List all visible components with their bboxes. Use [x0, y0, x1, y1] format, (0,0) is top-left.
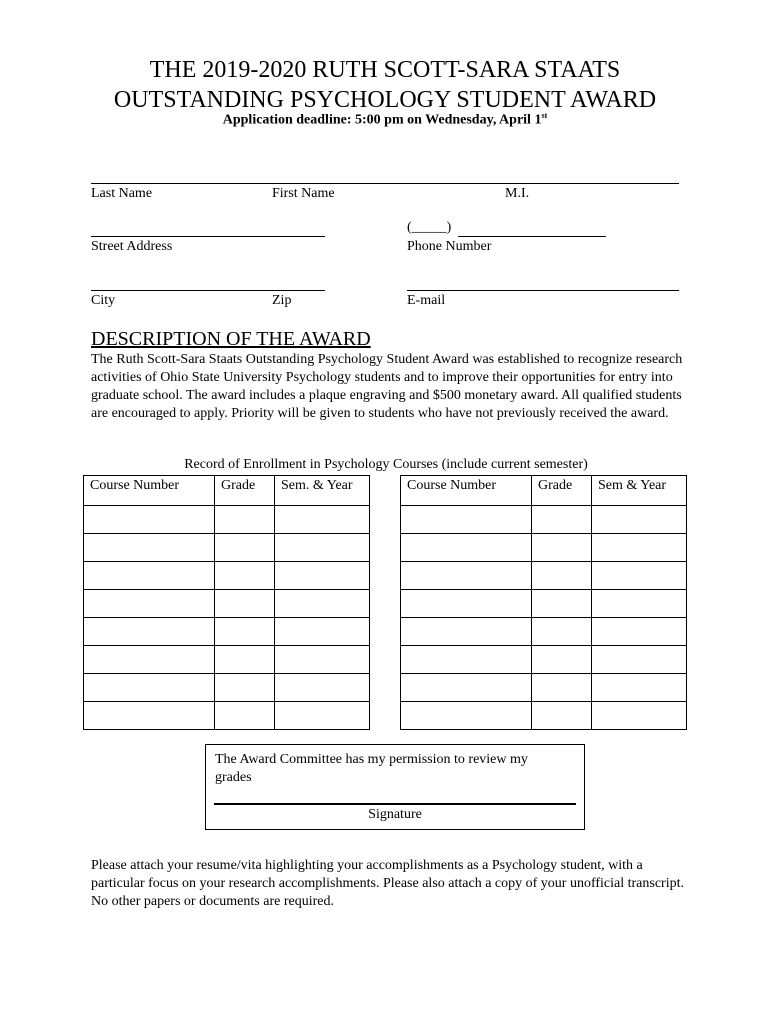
- table-row: [401, 506, 687, 534]
- table-row: [84, 646, 370, 674]
- phone-number-label: Phone Number: [407, 239, 492, 254]
- course-number-cell[interactable]: [401, 674, 532, 702]
- course-number-cell[interactable]: [401, 618, 532, 646]
- semester-year-cell[interactable]: [592, 534, 687, 562]
- grade-cell[interactable]: [532, 562, 592, 590]
- semester-year-cell[interactable]: [592, 562, 687, 590]
- course-number-cell[interactable]: [84, 590, 215, 618]
- semester-year-cell[interactable]: [592, 590, 687, 618]
- city-label: City: [91, 293, 116, 308]
- permission-text: The Award Committee has my permission to review my grades: [215, 752, 528, 785]
- semester-year-cell[interactable]: [275, 506, 370, 534]
- semester-year-cell[interactable]: [592, 702, 687, 730]
- grade-cell[interactable]: [532, 618, 592, 646]
- course-number-cell[interactable]: [401, 506, 532, 534]
- course-number-cell[interactable]: [401, 562, 532, 590]
- attachment-instructions: Please attach your resume/vita highlighting your accomplishments as a Psychology student, with a particular focus on your research accomplishments. Please also attach a copy of your unofficial transcript. No other papers or documents are required.: [91, 858, 684, 909]
- semester-year-header: Sem & Year: [592, 476, 687, 506]
- table-row: [401, 534, 687, 562]
- table-header-row: [401, 476, 687, 506]
- semester-year-cell[interactable]: [275, 702, 370, 730]
- table-row: [84, 674, 370, 702]
- table-row: [84, 562, 370, 590]
- grade-cell[interactable]: [215, 506, 275, 534]
- application-deadline: [0, 111, 770, 129]
- description-heading: DESCRIPTION OF THE AWARD: [91, 328, 371, 350]
- middle-initial-label: M.I.: [505, 186, 530, 201]
- deadline-superscript: st: [541, 111, 548, 120]
- table-row: [84, 702, 370, 730]
- course-number-cell[interactable]: [401, 646, 532, 674]
- enrollment-table-left: [83, 475, 370, 730]
- grade-cell[interactable]: [532, 590, 592, 618]
- semester-year-cell[interactable]: [275, 646, 370, 674]
- city-zip-input-line[interactable]: [91, 290, 325, 291]
- table-row: [401, 674, 687, 702]
- description-text: The Ruth Scott-Sara Staats Outstanding Psychology Student Award was established to recognize research activities of Ohio State University Psychology students and to improve their opportunities for entry into graduate school. The award includes a plaque engraving and $500 monetary award. All qualified students are encouraged to apply. Priority will be given to students who have not previously received the award.: [91, 352, 683, 421]
- street-address-label: Street Address: [91, 239, 173, 254]
- course-number-header: Course Number: [84, 476, 215, 506]
- first-name-label: First Name: [272, 186, 335, 201]
- grade-cell[interactable]: [215, 534, 275, 562]
- permission-box: [205, 744, 585, 830]
- enrollment-caption: Record of Enrollment in Psychology Courses (include current semester): [184, 457, 588, 472]
- course-number-cell[interactable]: [84, 562, 215, 590]
- semester-year-cell[interactable]: [592, 674, 687, 702]
- email-input-line[interactable]: [407, 290, 679, 291]
- semester-year-cell[interactable]: [275, 590, 370, 618]
- course-number-cell[interactable]: [84, 534, 215, 562]
- grade-cell[interactable]: [215, 646, 275, 674]
- grade-cell[interactable]: [532, 674, 592, 702]
- table-row: [401, 646, 687, 674]
- course-number-cell[interactable]: [84, 674, 215, 702]
- street-address-input-line[interactable]: [91, 236, 325, 237]
- semester-year-cell[interactable]: [275, 618, 370, 646]
- grade-header: Grade: [215, 476, 275, 506]
- semester-year-cell[interactable]: [592, 646, 687, 674]
- grade-header: Grade: [532, 476, 592, 506]
- grade-cell[interactable]: [532, 506, 592, 534]
- semester-year-cell[interactable]: [275, 562, 370, 590]
- table-row: [401, 562, 687, 590]
- semester-year-cell[interactable]: [275, 674, 370, 702]
- grade-cell[interactable]: [215, 674, 275, 702]
- course-number-cell[interactable]: [401, 590, 532, 618]
- table-row: [84, 534, 370, 562]
- email-label: E-mail: [407, 293, 446, 308]
- table-header-row: [84, 476, 370, 506]
- grade-cell[interactable]: [215, 702, 275, 730]
- grade-cell[interactable]: [532, 646, 592, 674]
- signature-line[interactable]: [214, 803, 576, 805]
- table-row: [401, 702, 687, 730]
- phone-input-line[interactable]: [458, 236, 606, 237]
- course-number-cell[interactable]: [401, 534, 532, 562]
- grade-cell[interactable]: [532, 534, 592, 562]
- course-number-cell[interactable]: [84, 618, 215, 646]
- course-number-cell[interactable]: [84, 506, 215, 534]
- semester-year-cell[interactable]: [275, 534, 370, 562]
- semester-year-cell[interactable]: [592, 506, 687, 534]
- deadline-text: Application deadline: 5:00 pm on Wednesday, April 1: [222, 112, 542, 128]
- table-row: [84, 506, 370, 534]
- course-number-cell[interactable]: [84, 702, 215, 730]
- form-title-line-2: OUTSTANDING PSYCHOLOGY STUDENT AWARD: [113, 87, 657, 113]
- grade-cell[interactable]: [215, 590, 275, 618]
- grade-cell[interactable]: [215, 618, 275, 646]
- semester-year-cell[interactable]: [592, 618, 687, 646]
- course-number-cell[interactable]: [401, 702, 532, 730]
- table-row: [401, 590, 687, 618]
- grade-cell[interactable]: [215, 562, 275, 590]
- zip-label: Zip: [272, 293, 292, 308]
- last-name-label: Last Name: [91, 186, 153, 201]
- course-number-cell[interactable]: [84, 646, 215, 674]
- enrollment-table-right: [400, 475, 687, 730]
- table-row: [84, 590, 370, 618]
- table-row: [401, 618, 687, 646]
- course-number-header: Course Number: [401, 476, 532, 506]
- form-title-line-1: THE 2019-2020 RUTH SCOTT-SARA STAATS: [149, 57, 621, 83]
- semester-year-header: Sem. & Year: [275, 476, 370, 506]
- grade-cell[interactable]: [532, 702, 592, 730]
- signature-label: Signature: [368, 807, 422, 822]
- phone-area-code: (_____): [407, 220, 452, 235]
- table-row: [84, 618, 370, 646]
- name-input-line[interactable]: [91, 183, 679, 184]
